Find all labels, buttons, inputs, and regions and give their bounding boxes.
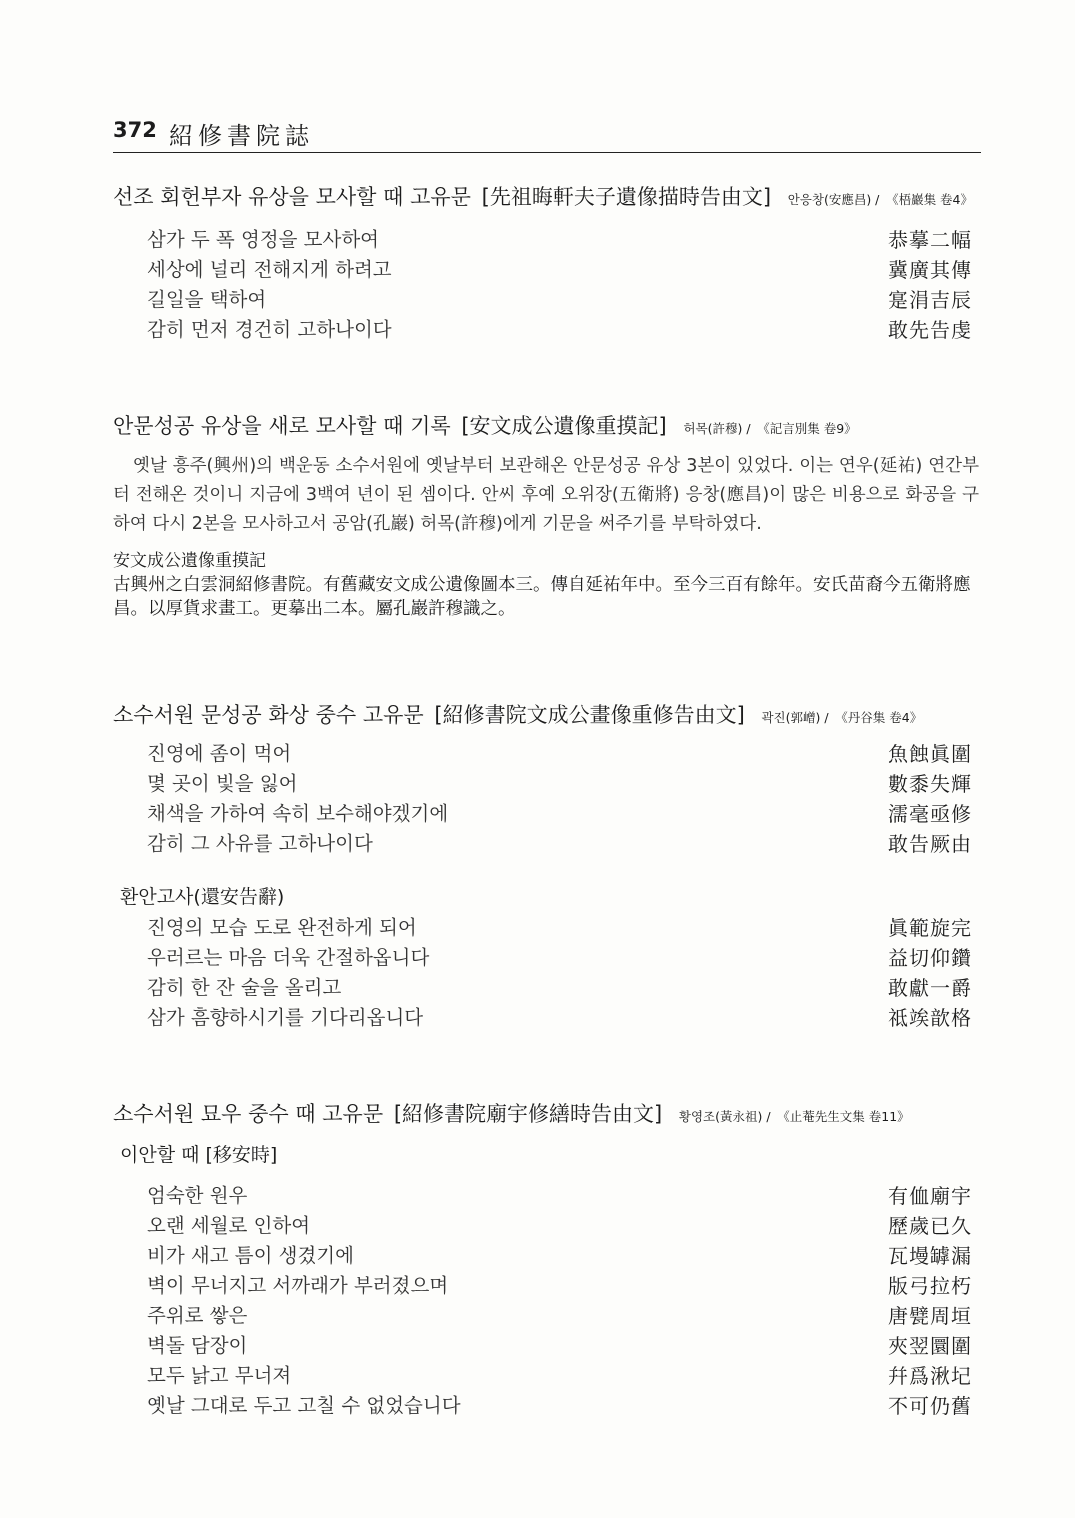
verse-korean: 엄숙한 원우 <box>147 1184 248 1207</box>
verse-line <box>147 1300 972 1328</box>
verse-hanja: 冀廣其傳 <box>888 260 972 282</box>
section-heading <box>113 699 922 729</box>
verse-line <box>147 284 972 312</box>
verse-hanja: 瓦墁罅漏 <box>888 1246 972 1268</box>
verse-line <box>147 1330 972 1358</box>
verse-line <box>147 1270 972 1298</box>
verse-korean: 채색을 가하여 속히 보수해야겠기에 <box>147 802 449 825</box>
heading-source: 《止菴先生文集 卷11》 <box>777 1109 910 1124</box>
verse-hanja: 恭摹二幅 <box>888 230 972 252</box>
verse-korean: 감히 그 사유를 고하나이다 <box>147 832 373 855</box>
heading-korean: 선조 회헌부자 유상을 모사할 때 고유문 <box>113 185 471 209</box>
heading-korean: 소수서원 묘우 중수 때 고유문 <box>113 1102 384 1126</box>
section-heading <box>113 1098 910 1128</box>
verse-korean: 비가 새고 틈이 생겼기에 <box>147 1244 354 1267</box>
verse-hanja: 夾翌圜圍 <box>888 1336 972 1358</box>
hanja-original-text: 古興州之白雲洞紹修書院。有舊藏安文成公遺像圖本三。傳自延祐年中。至今三百有餘年。安氏苗裔今五衛將應昌。以厚貨求畫工。更摹出二本。屬孔巖許穆識之。 <box>113 574 971 618</box>
verse-korean: 삼가 두 폭 영정을 모사하여 <box>147 228 380 251</box>
verse-korean: 벽이 무너지고 서까래가 부러졌으며 <box>147 1274 449 1297</box>
verse-korean: 모두 낡고 무너져 <box>147 1364 292 1387</box>
verse-line <box>147 798 972 826</box>
section-heading <box>113 181 973 211</box>
verse-korean: 삼가 흠향하시기를 기다리옵니다 <box>147 1006 424 1029</box>
verse-line <box>147 314 972 342</box>
heading-hanja: [先祖晦軒夫子遺像描時告由文] <box>481 185 772 209</box>
heading-hanja: [安文成公遺像重摸記] <box>461 414 667 438</box>
verse-korean: 주위로 쌓은 <box>147 1304 248 1327</box>
verse-korean: 감히 한 잔 술을 올리고 <box>147 976 342 999</box>
verse-korean: 벽돌 담장이 <box>147 1334 248 1357</box>
verse-line <box>147 1002 972 1030</box>
verse-korean: 오랜 세월로 인하여 <box>147 1214 311 1237</box>
hanja-original-title: 安文成公遺像重摸記 <box>113 551 266 570</box>
heading-author: 곽진(郭嶒) / <box>761 710 829 725</box>
heading-korean: 소수서원 문성공 화상 중수 고유문 <box>113 703 424 727</box>
verse-hanja: 唐甓周垣 <box>888 1306 972 1328</box>
verse-line <box>147 1240 972 1268</box>
prose-paragraph: 옛날 흥주(興州)의 백운동 소수서원에 옛날부터 보관해온 안문성공 유상 3본이 있었다. 이는 연우(延祐) 연간부터 전해온 것이니 지금에 3백여 년이 된 셈이다. 안씨 후예 오위장(五衛將) 응창(應昌)이 많은 비용으로 화공을 구하여 다시 2본을 모사하고서 공암(孔巖) 허목(許穆)에게 기문을 써주기를 부탁하였다. <box>113 456 979 534</box>
verse-korean: 몇 곳이 빛을 잃어 <box>147 772 298 795</box>
verse-korean: 세상에 널리 전해지게 하려고 <box>147 258 392 281</box>
verse-line <box>147 224 972 252</box>
verse-korean: 길일을 택하여 <box>147 288 267 311</box>
verse-hanja: 祗竢歆格 <box>888 1008 972 1030</box>
heading-source: 《丹谷集 卷4》 <box>835 710 923 725</box>
verse-line <box>147 972 972 1000</box>
verse-line <box>147 738 972 766</box>
heading-hanja: [紹修書院文成公畫像重修告由文] <box>434 703 745 727</box>
verse-korean: 우러르는 마음 더욱 간절하옵니다 <box>147 946 430 969</box>
verse-hanja: 益切仰鑽 <box>888 948 972 970</box>
verse-line <box>147 1210 972 1238</box>
verse-korean: 진영에 좀이 먹어 <box>147 742 292 765</box>
verse-hanja: 有侐廟宇 <box>888 1186 972 1208</box>
verse-korean: 진영의 모습 도로 완전하게 되어 <box>147 916 417 939</box>
verse-hanja: 眞範旋完 <box>888 918 972 940</box>
verse-korean: 감히 먼저 경건히 고하나이다 <box>147 318 392 341</box>
heading-author: 황영조(黃永祖) / <box>678 1109 771 1124</box>
verse-hanja: 版弓拉朽 <box>888 1276 972 1298</box>
verse-hanja: 幷爲湫圮 <box>888 1366 972 1388</box>
verse-line <box>147 768 972 796</box>
verse-line <box>147 1390 972 1418</box>
heading-author: 안응창(安應昌) / <box>787 192 880 207</box>
verse-hanja: 數黍失輝 <box>888 774 972 796</box>
heading-source: 《記言別集 卷9》 <box>757 421 857 436</box>
verse-hanja: 歷歲已久 <box>888 1216 972 1238</box>
verse-hanja: 敢告厥由 <box>888 834 972 856</box>
heading-korean: 안문성공 유상을 새로 모사할 때 기록 <box>113 414 451 438</box>
verse-korean: 옛날 그대로 두고 고칠 수 없었습니다 <box>147 1394 461 1417</box>
heading-author: 허목(許穆) / <box>683 421 751 436</box>
verse-line <box>147 828 972 856</box>
verse-hanja: 敢獻一爵 <box>888 978 972 1000</box>
page-header <box>113 118 981 153</box>
book-title: 紹修書院誌 <box>169 124 314 150</box>
verse-line <box>147 254 972 282</box>
page-number: 372 <box>113 118 157 142</box>
verse-line <box>147 1180 972 1208</box>
subheading: 이안할 때 [移安時] <box>120 1144 278 1166</box>
subheading: 환안고사(還安告辭) <box>120 886 285 908</box>
verse-line <box>147 912 972 940</box>
verse-line <box>147 1360 972 1388</box>
verse-line <box>147 942 972 970</box>
verse-hanja: 寔涓吉辰 <box>888 290 972 312</box>
verse-hanja: 魚蝕眞圍 <box>888 744 972 766</box>
heading-hanja: [紹修書院廟宇修繕時告由文] <box>393 1102 663 1126</box>
heading-source: 《梧巖集 卷4》 <box>886 192 974 207</box>
verse-hanja: 濡毫亟修 <box>888 804 972 826</box>
verse-hanja: 敢先告虔 <box>888 320 972 342</box>
verse-hanja: 不可仍舊 <box>888 1396 972 1418</box>
section-heading <box>113 410 857 440</box>
